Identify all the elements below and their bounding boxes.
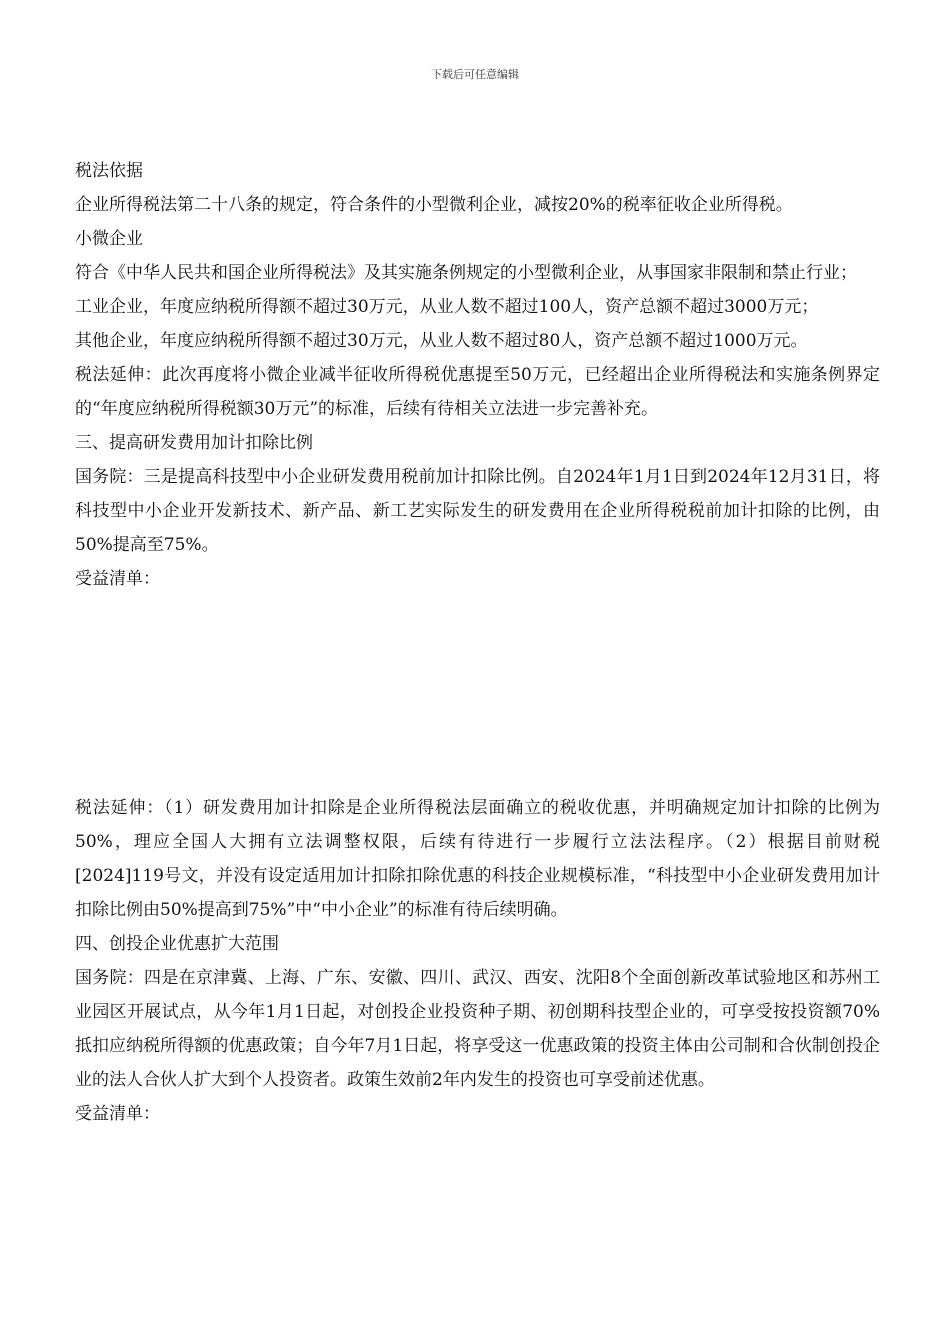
page-header: 下载后可任意编辑 xyxy=(431,68,519,81)
paragraph: 税法延伸：（1）研发费用加计扣除是企业所得税法层面确立的税收优惠，并明确规定加计扣除的比例为50%，理应全国人大拥有立法调整权限，后续有待进行一步履行立法法程序。（2）根据目前财税[2024]119号文，并没有设定适用加计扣除扣除优惠的科技企业规模标准，“科技型中小企业研发费用加计扣除比例由50%提高到75%”中“中小企业”的标准有待后续明确。 xyxy=(75,798,880,920)
paragraph: 符合《中华人民共和国企业所得税法》及其实施条例规定的小型微利企业，从事国家非限制和禁止行业； xyxy=(75,263,857,283)
section-heading-3: 三、提高研发费用加计扣除比例 xyxy=(75,433,313,453)
paragraph: 工业企业，年度应纳税所得额不超过30万元，从业人数不超过100人，资产总额不超过3000万元； xyxy=(75,297,819,317)
paragraph: 企业所得税法第二十八条的规定，符合条件的小型微利企业，减按20%的税率征收企业所得税。 xyxy=(75,195,793,215)
paragraph: 其他企业，年度应纳税所得额不超过30万元，从业人数不超过80人，资产总额不超过1000万元。 xyxy=(75,331,808,351)
paragraph: 国务院：四是在京津冀、上海、广东、安徽、四川、武汉、西安、沈阳8个全面创新改革试验地区和苏州工业园区开展试点，从今年1月1日起，对创投企业投资种子期、初创期科技型企业的，可享受按投资额70%抵扣应纳税所得额的优惠政策；自今年7月1日起，将享受这一优惠政策的投资主体由公司制和合伙制创投企业的法人合伙人扩大到个人投资者。政策生效前2年内发生的投资也可享受前述优惠。 xyxy=(75,968,880,1090)
content-block-1 xyxy=(75,154,880,596)
paragraph: 国务院：三是提高科技型中小企业研发费用税前加计扣除比例。自2024年1月1日到2024年12月31日，将科技型中小企业开发新技术、新产品、新工艺实际发生的研发费用在企业所得税税前加计扣除的比例，由50%提高至75%。 xyxy=(75,467,880,555)
content-block-2 xyxy=(75,791,880,1131)
heading-tax-basis: 税法依据 xyxy=(75,161,143,181)
heading-small-enterprise: 小微企业 xyxy=(75,229,143,249)
section-heading-4: 四、创投企业优惠扩大范围 xyxy=(75,934,279,954)
beneficiary-list-label: 受益清单： xyxy=(75,1104,160,1124)
paragraph: 税法延伸：此次再度将小微企业减半征收所得税优惠提至50万元，已经超出企业所得税法和实施条例界定的“年度应纳税所得税额30万元”的标准，后续有待相关立法进一步完善补充。 xyxy=(75,365,880,419)
beneficiary-list-label: 受益清单： xyxy=(75,569,160,589)
